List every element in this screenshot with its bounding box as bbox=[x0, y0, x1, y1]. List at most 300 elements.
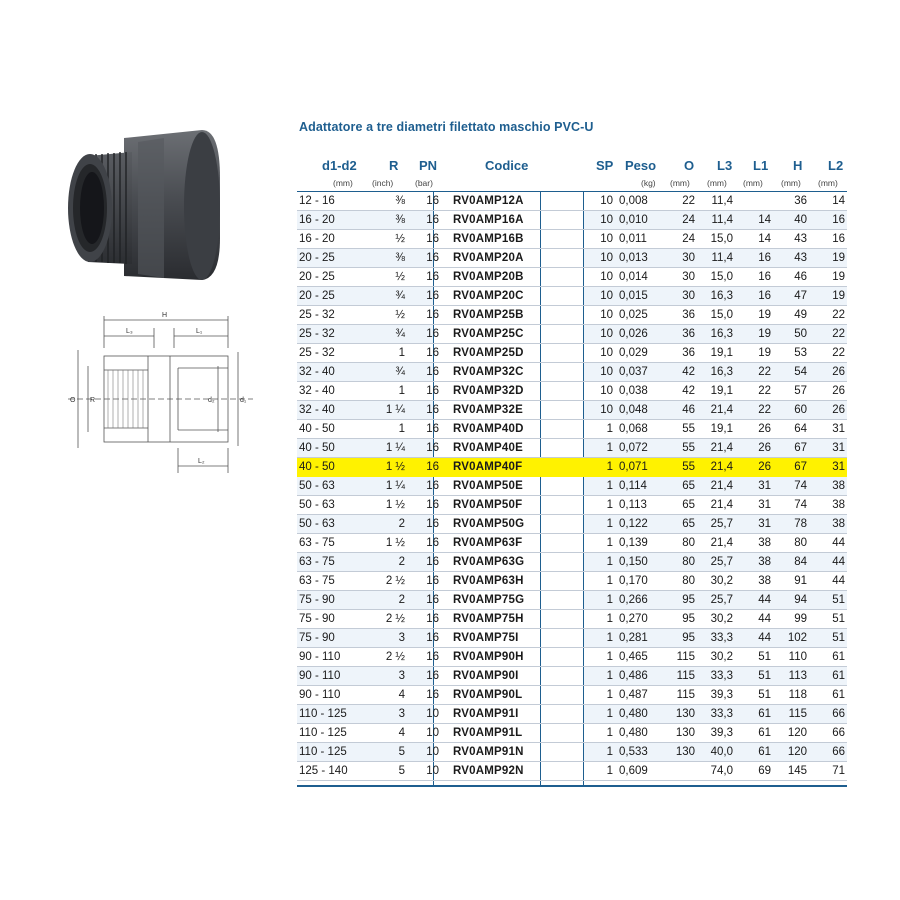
cell-peso: 0,015 bbox=[619, 290, 648, 302]
cell-h: 49 bbox=[794, 309, 807, 321]
cell-l2: 61 bbox=[832, 689, 845, 701]
cell-h: 145 bbox=[787, 765, 807, 777]
cell-o: 24 bbox=[682, 214, 695, 226]
cell-code: RV0AMP25D bbox=[453, 347, 524, 359]
cell-peso: 0,150 bbox=[619, 556, 648, 568]
cell-l1: 26 bbox=[758, 442, 771, 454]
cell-l2: 66 bbox=[832, 727, 845, 739]
cell-d: 125 - 140 bbox=[299, 765, 348, 777]
column-header-label: H bbox=[793, 158, 803, 173]
column-header-unit: (mm) bbox=[707, 178, 727, 188]
cell-h: 118 bbox=[788, 689, 807, 701]
cell-h: 78 bbox=[794, 518, 807, 530]
cell-code: RV0AMP16B bbox=[453, 233, 524, 245]
cell-sp: 10 bbox=[600, 347, 613, 359]
cell-d: 75 - 90 bbox=[299, 594, 335, 606]
dim-label-l1: L₁ bbox=[196, 328, 203, 335]
cell-l1: 16 bbox=[758, 252, 771, 264]
cell-l3: 30,2 bbox=[710, 575, 733, 587]
cell-code: RV0AMP32C bbox=[453, 366, 524, 378]
table-row bbox=[297, 230, 847, 249]
cell-sp: 1 bbox=[606, 499, 613, 511]
cell-o: 30 bbox=[682, 290, 695, 302]
cell-peso: 0,486 bbox=[619, 670, 648, 682]
cell-peso: 0,281 bbox=[619, 632, 648, 644]
cell-l1: 61 bbox=[758, 727, 771, 739]
cell-l1: 31 bbox=[758, 518, 771, 530]
table-row bbox=[297, 401, 847, 420]
cell-l2: 22 bbox=[832, 309, 845, 321]
cell-r: 4 bbox=[398, 689, 405, 701]
cell-sp: 10 bbox=[600, 271, 613, 283]
cell-pn: 16 bbox=[426, 461, 439, 473]
cell-peso: 0,465 bbox=[619, 651, 648, 663]
cell-h: 94 bbox=[794, 594, 807, 606]
cell-d: 50 - 63 bbox=[299, 499, 335, 511]
cell-sp: 1 bbox=[606, 480, 613, 492]
cell-o: 55 bbox=[682, 461, 695, 473]
column-header-unit: (mm) bbox=[818, 178, 838, 188]
cell-h: 84 bbox=[794, 556, 807, 568]
cell-peso: 0,266 bbox=[619, 594, 648, 606]
table-row bbox=[297, 724, 847, 743]
cell-code: RV0AMP91N bbox=[453, 746, 524, 758]
cell-d: 25 - 32 bbox=[299, 328, 335, 340]
cell-d: 20 - 25 bbox=[299, 252, 335, 264]
cell-pn: 16 bbox=[426, 328, 439, 340]
cell-sp: 10 bbox=[600, 214, 613, 226]
cell-o: 115 bbox=[676, 689, 695, 701]
table-row bbox=[297, 211, 847, 230]
cell-l2: 66 bbox=[832, 746, 845, 758]
cell-l2: 51 bbox=[832, 632, 845, 644]
cell-pn: 16 bbox=[426, 423, 439, 435]
cell-pn: 16 bbox=[426, 556, 439, 568]
cell-d: 90 - 110 bbox=[299, 670, 341, 682]
cell-code: RV0AMP50F bbox=[453, 499, 523, 511]
cell-l3: 39,3 bbox=[710, 689, 733, 701]
cell-r: 1 ½ bbox=[385, 499, 405, 511]
cell-peso: 0,170 bbox=[619, 575, 648, 587]
cell-code: RV0AMP91I bbox=[453, 708, 519, 720]
cell-l2: 44 bbox=[832, 537, 845, 549]
cell-d: 12 - 16 bbox=[299, 195, 335, 207]
table-row bbox=[297, 249, 847, 268]
cell-code: RV0AMP16A bbox=[453, 214, 524, 226]
column-header-unit: (inch) bbox=[372, 178, 394, 188]
cell-peso: 0,113 bbox=[619, 499, 647, 511]
cell-code: RV0AMP63H bbox=[453, 575, 524, 587]
cell-l1: 61 bbox=[758, 708, 771, 720]
table-row bbox=[297, 420, 847, 439]
table-row bbox=[297, 667, 847, 686]
cell-r: ⅜ bbox=[395, 195, 405, 207]
table-row bbox=[297, 762, 847, 781]
cell-o: 36 bbox=[682, 347, 695, 359]
cell-code: RV0AMP92N bbox=[453, 765, 524, 777]
cell-l2: 22 bbox=[832, 328, 845, 340]
cell-r: 1 bbox=[398, 385, 405, 397]
cell-sp: 10 bbox=[600, 233, 613, 245]
table-row bbox=[297, 477, 847, 496]
cell-l2: 71 bbox=[832, 765, 845, 777]
cell-l1: 31 bbox=[758, 480, 771, 492]
cell-l3: 21,4 bbox=[710, 442, 733, 454]
cell-sp: 10 bbox=[600, 309, 613, 321]
cell-d: 32 - 40 bbox=[299, 385, 335, 397]
cell-sp: 1 bbox=[606, 746, 613, 758]
cell-pn: 16 bbox=[426, 689, 439, 701]
cell-o: 115 bbox=[676, 651, 695, 663]
cell-l1: 22 bbox=[758, 385, 771, 397]
cell-h: 67 bbox=[794, 442, 807, 454]
cell-l1: 51 bbox=[758, 651, 771, 663]
cell-l2: 38 bbox=[832, 518, 845, 530]
cell-h: 102 bbox=[787, 632, 807, 644]
cell-pn: 10 bbox=[426, 746, 439, 758]
cell-peso: 0,487 bbox=[619, 689, 648, 701]
cell-l3: 21,4 bbox=[710, 499, 733, 511]
cell-l3: 21,4 bbox=[710, 404, 733, 416]
cell-o: 80 bbox=[682, 575, 695, 587]
cell-l1: 16 bbox=[758, 290, 771, 302]
cell-pn: 16 bbox=[426, 214, 439, 226]
cell-code: RV0AMP50G bbox=[453, 518, 525, 530]
cell-peso: 0,038 bbox=[619, 385, 648, 397]
cell-code: RV0AMP90I bbox=[453, 670, 519, 682]
cell-d: 63 - 75 bbox=[299, 575, 335, 587]
cell-l1: 44 bbox=[758, 613, 771, 625]
cell-peso: 0,048 bbox=[619, 404, 648, 416]
cell-peso: 0,008 bbox=[619, 195, 648, 207]
cell-h: 57 bbox=[794, 385, 807, 397]
cell-o: 55 bbox=[682, 423, 695, 435]
cell-l2: 14 bbox=[832, 195, 845, 207]
cell-pn: 16 bbox=[426, 233, 439, 245]
cell-l2: 26 bbox=[832, 404, 845, 416]
cell-peso: 0,029 bbox=[619, 347, 648, 359]
cell-d: 40 - 50 bbox=[299, 423, 335, 435]
cell-r: 1 ¼ bbox=[385, 442, 405, 454]
cell-h: 43 bbox=[794, 252, 807, 264]
column-header-unit: (bar) bbox=[415, 178, 433, 188]
cell-l3: 16,3 bbox=[710, 328, 733, 340]
cell-pn: 10 bbox=[426, 708, 439, 720]
cell-peso: 0,037 bbox=[619, 366, 648, 378]
table-row bbox=[297, 344, 847, 363]
column-header-label: Peso bbox=[625, 158, 657, 173]
cell-l1: 31 bbox=[758, 499, 771, 511]
cell-o: 95 bbox=[682, 594, 695, 606]
cell-sp: 10 bbox=[600, 252, 613, 264]
dim-label-h: H bbox=[162, 312, 168, 319]
cell-l1: 22 bbox=[758, 404, 771, 416]
cell-r: ⅜ bbox=[395, 252, 405, 264]
cell-l1: 38 bbox=[758, 575, 771, 587]
table-row bbox=[297, 515, 847, 534]
cell-pn: 16 bbox=[426, 271, 439, 283]
cell-d: 75 - 90 bbox=[299, 632, 335, 644]
cell-peso: 0,533 bbox=[619, 746, 648, 758]
cell-l1: 19 bbox=[758, 328, 771, 340]
cell-d: 90 - 110 bbox=[299, 651, 341, 663]
cell-r: ¾ bbox=[395, 366, 405, 378]
dim-label-l2: L₂ bbox=[198, 458, 205, 465]
cell-l2: 19 bbox=[832, 271, 845, 283]
cell-pn: 16 bbox=[426, 366, 439, 378]
dim-label-d1: d₁ bbox=[240, 397, 247, 404]
cell-sp: 1 bbox=[606, 556, 613, 568]
cell-h: 47 bbox=[794, 290, 807, 302]
cell-l3: 21,4 bbox=[710, 480, 733, 492]
cell-code: RV0AMP63F bbox=[453, 537, 523, 549]
cell-l1: 51 bbox=[758, 689, 771, 701]
cell-o: 30 bbox=[682, 252, 695, 264]
cell-o: 42 bbox=[682, 385, 695, 397]
cell-sp: 1 bbox=[606, 442, 613, 454]
cell-h: 120 bbox=[787, 727, 807, 739]
cell-l1: 69 bbox=[758, 765, 771, 777]
table-row bbox=[297, 382, 847, 401]
cell-o: 65 bbox=[682, 480, 695, 492]
cell-r: ¾ bbox=[395, 328, 405, 340]
cell-l2: 31 bbox=[832, 442, 845, 454]
cell-d: 50 - 63 bbox=[299, 480, 335, 492]
cell-peso: 0,071 bbox=[619, 461, 648, 473]
cell-l3: 11,4 bbox=[711, 252, 733, 264]
cell-d: 16 - 20 bbox=[299, 214, 335, 226]
cell-r: 2 bbox=[398, 556, 405, 568]
cell-l3: 21,4 bbox=[710, 537, 733, 549]
cell-r: 5 bbox=[398, 746, 405, 758]
cell-peso: 0,609 bbox=[619, 765, 648, 777]
cell-l1: 38 bbox=[758, 556, 771, 568]
cell-d: 40 - 50 bbox=[299, 442, 335, 454]
cell-code: RV0AMP75H bbox=[453, 613, 524, 625]
column-header-label: R bbox=[389, 158, 399, 173]
cell-l1: 44 bbox=[758, 632, 771, 644]
column-header-label: O bbox=[684, 158, 695, 173]
cell-r: 3 bbox=[398, 670, 405, 682]
cell-sp: 1 bbox=[606, 765, 613, 777]
cell-l3: 30,2 bbox=[710, 651, 733, 663]
cell-r: ½ bbox=[395, 233, 405, 245]
cell-l2: 26 bbox=[832, 366, 845, 378]
cell-code: RV0AMP32D bbox=[453, 385, 524, 397]
cell-d: 75 - 90 bbox=[299, 613, 335, 625]
cell-l1: 26 bbox=[758, 423, 771, 435]
cell-r: 1 bbox=[398, 423, 405, 435]
column-header-unit: (mm) bbox=[743, 178, 763, 188]
cell-sp: 1 bbox=[606, 423, 613, 435]
cell-o: 130 bbox=[675, 708, 695, 720]
cell-sp: 1 bbox=[606, 461, 613, 473]
table-row bbox=[297, 363, 847, 382]
cell-d: 110 - 125 bbox=[299, 727, 347, 739]
cell-l1: 38 bbox=[758, 537, 771, 549]
cell-d: 63 - 75 bbox=[299, 537, 335, 549]
cell-o: 80 bbox=[682, 537, 695, 549]
cell-code: RV0AMP32E bbox=[453, 404, 523, 416]
column-header-unit: (kg) bbox=[641, 178, 656, 188]
column-header-label: L2 bbox=[828, 158, 844, 173]
cell-l1: 16 bbox=[758, 271, 771, 283]
cell-o: 95 bbox=[682, 613, 695, 625]
cell-o: 55 bbox=[682, 442, 695, 454]
cell-l3: 19,1 bbox=[710, 385, 733, 397]
cell-h: 113 bbox=[788, 670, 807, 682]
cell-h: 36 bbox=[794, 195, 807, 207]
cell-d: 110 - 125 bbox=[299, 708, 347, 720]
cell-d: 32 - 40 bbox=[299, 404, 335, 416]
cell-code: RV0AMP25B bbox=[453, 309, 524, 321]
cell-h: 110 bbox=[788, 651, 807, 663]
cell-sp: 1 bbox=[606, 537, 613, 549]
cell-l2: 16 bbox=[832, 214, 845, 226]
cell-l3: 16,3 bbox=[710, 290, 733, 302]
table-row bbox=[297, 534, 847, 553]
cell-r: 2 ½ bbox=[385, 575, 405, 587]
cell-l3: 33,3 bbox=[710, 708, 733, 720]
cell-l3: 39,3 bbox=[710, 727, 733, 739]
cell-o: 130 bbox=[675, 727, 695, 739]
cell-r: 1 ½ bbox=[385, 461, 405, 473]
cell-d: 40 - 50 bbox=[299, 461, 335, 473]
cell-l3: 33,3 bbox=[710, 670, 733, 682]
table-row bbox=[297, 439, 847, 458]
cell-peso: 0,122 bbox=[619, 518, 648, 530]
cell-o: 24 bbox=[682, 233, 695, 245]
cell-r: 1 ¼ bbox=[385, 404, 405, 416]
cell-o: 115 bbox=[676, 670, 695, 682]
cell-l2: 19 bbox=[832, 290, 845, 302]
cell-l1: 14 bbox=[758, 214, 771, 226]
table-row bbox=[297, 610, 847, 629]
cell-l3: 30,2 bbox=[710, 613, 733, 625]
cell-sp: 10 bbox=[600, 385, 613, 397]
cell-code: RV0AMP20B bbox=[453, 271, 524, 283]
cell-sp: 10 bbox=[600, 404, 613, 416]
cell-r: 3 bbox=[398, 632, 405, 644]
table-row-highlighted bbox=[297, 458, 847, 477]
cell-d: 20 - 25 bbox=[299, 271, 335, 283]
cell-pn: 16 bbox=[426, 575, 439, 587]
cell-h: 53 bbox=[794, 347, 807, 359]
cell-l1: 19 bbox=[758, 309, 771, 321]
cell-pn: 16 bbox=[426, 594, 439, 606]
table-row bbox=[297, 591, 847, 610]
cell-pn: 16 bbox=[426, 480, 439, 492]
table-row bbox=[297, 192, 847, 211]
cell-peso: 0,068 bbox=[619, 423, 648, 435]
cell-l2: 38 bbox=[832, 499, 845, 511]
cell-pn: 16 bbox=[426, 518, 439, 530]
cell-o: 36 bbox=[682, 328, 695, 340]
cell-h: 74 bbox=[794, 480, 807, 492]
cell-pn: 16 bbox=[426, 651, 439, 663]
cell-peso: 0,013 bbox=[619, 252, 648, 264]
cell-peso: 0,480 bbox=[619, 727, 648, 739]
cell-o: 80 bbox=[682, 556, 695, 568]
column-header-unit: (mm) bbox=[670, 178, 690, 188]
cell-sp: 1 bbox=[606, 518, 613, 530]
cell-l1: 51 bbox=[758, 670, 771, 682]
table-row bbox=[297, 648, 847, 667]
cell-r: 2 bbox=[398, 518, 405, 530]
cell-r: ½ bbox=[395, 271, 405, 283]
technical-drawing bbox=[58, 308, 258, 483]
cell-l2: 26 bbox=[832, 385, 845, 397]
cell-peso: 0,270 bbox=[619, 613, 648, 625]
table-row bbox=[297, 496, 847, 515]
cell-d: 63 - 75 bbox=[299, 556, 335, 568]
cell-l2: 44 bbox=[832, 575, 845, 587]
cell-code: RV0AMP63G bbox=[453, 556, 525, 568]
cell-d: 110 - 125 bbox=[299, 746, 347, 758]
cell-l2: 61 bbox=[832, 651, 845, 663]
cell-l2: 61 bbox=[832, 670, 845, 682]
cell-l3: 25,7 bbox=[710, 518, 733, 530]
dim-label-d2: d₂ bbox=[208, 397, 215, 404]
cell-l2: 16 bbox=[832, 233, 845, 245]
cell-o: 46 bbox=[682, 404, 695, 416]
cell-l2: 51 bbox=[832, 594, 845, 606]
cell-r: 2 ½ bbox=[385, 613, 405, 625]
cell-peso: 0,010 bbox=[619, 214, 648, 226]
cell-pn: 16 bbox=[426, 252, 439, 264]
column-header-unit: (mm) bbox=[333, 178, 353, 188]
cell-l3: 19,1 bbox=[710, 423, 733, 435]
column-header-unit: (mm) bbox=[781, 178, 801, 188]
cell-r: ¾ bbox=[395, 290, 405, 302]
cell-o: 65 bbox=[682, 518, 695, 530]
cell-peso: 0,014 bbox=[619, 271, 648, 283]
cell-h: 67 bbox=[794, 461, 807, 473]
cell-sp: 1 bbox=[606, 575, 613, 587]
cell-peso: 0,072 bbox=[619, 442, 648, 454]
cell-d: 50 - 63 bbox=[299, 518, 335, 530]
cell-l3: 11,4 bbox=[711, 214, 733, 226]
cell-peso: 0,026 bbox=[619, 328, 648, 340]
cell-h: 115 bbox=[788, 708, 807, 720]
cell-code: RV0AMP50E bbox=[453, 480, 523, 492]
cell-pn: 16 bbox=[426, 195, 439, 207]
cell-sp: 1 bbox=[606, 613, 613, 625]
table-row bbox=[297, 705, 847, 724]
cell-r: 2 ½ bbox=[385, 651, 405, 663]
table-row bbox=[297, 268, 847, 287]
table-row bbox=[297, 686, 847, 705]
cell-r: 1 bbox=[398, 347, 405, 359]
cell-h: 74 bbox=[794, 499, 807, 511]
cell-sp: 10 bbox=[600, 366, 613, 378]
cell-code: RV0AMP90L bbox=[453, 689, 523, 701]
cell-r: 1 ½ bbox=[385, 537, 405, 549]
cell-peso: 0,011 bbox=[619, 233, 647, 245]
cell-l3: 11,4 bbox=[711, 195, 733, 207]
cell-h: 46 bbox=[794, 271, 807, 283]
cell-sp: 1 bbox=[606, 689, 613, 701]
cell-o: 22 bbox=[682, 195, 695, 207]
cell-r: 4 bbox=[398, 727, 405, 739]
cell-pn: 16 bbox=[426, 309, 439, 321]
column-header-label: PN bbox=[419, 158, 438, 173]
cell-h: 54 bbox=[794, 366, 807, 378]
column-header-label: L3 bbox=[717, 158, 733, 173]
cell-l2: 31 bbox=[832, 423, 845, 435]
cell-h: 40 bbox=[794, 214, 807, 226]
cell-sp: 10 bbox=[600, 328, 613, 340]
